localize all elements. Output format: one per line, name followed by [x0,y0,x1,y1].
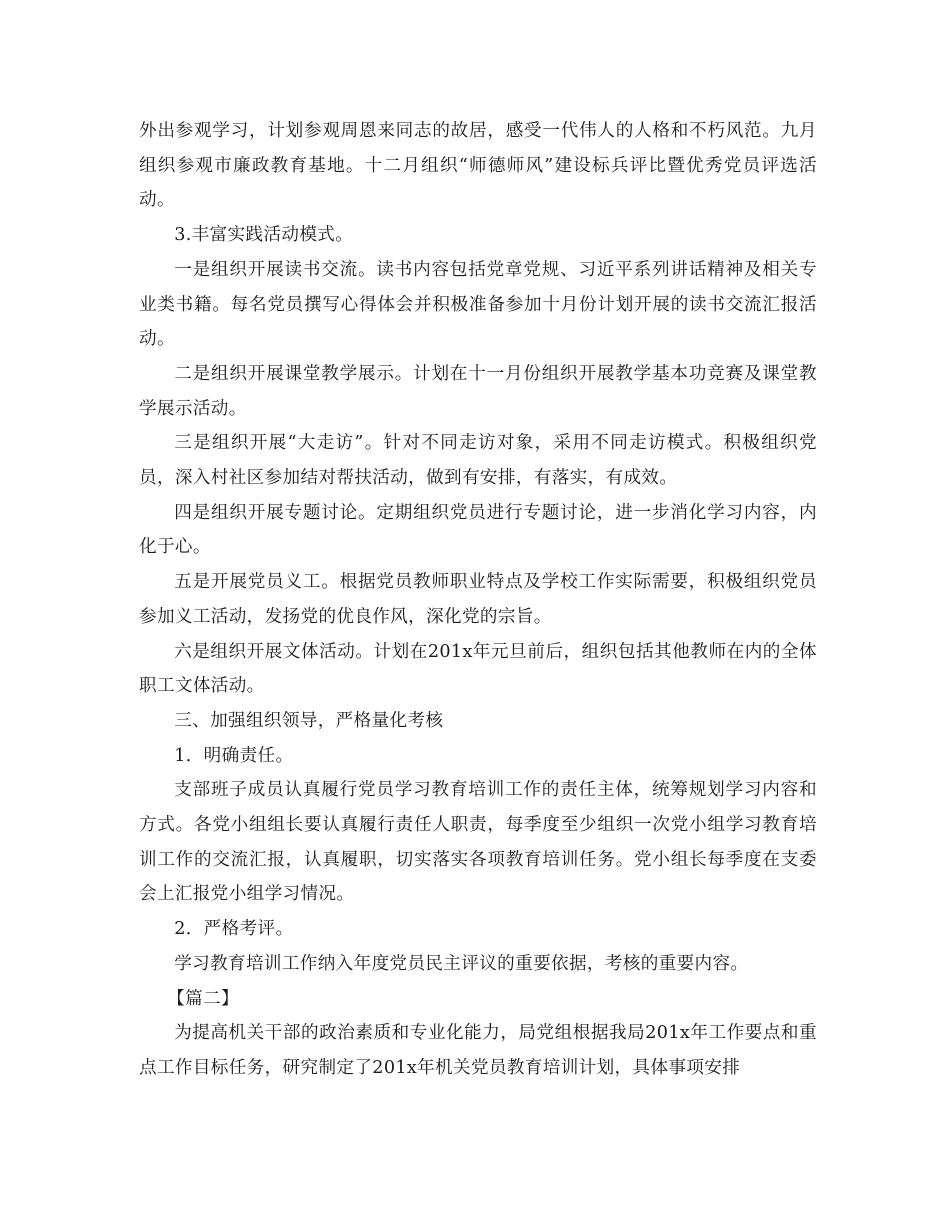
paragraph-cultural-activities: 六是组织开展文体活动。计划在201x年元旦前后，组织包括其他教师在内的全体职工文体活动。 [139,641,817,697]
paragraph-classroom-showcase: 二是组织开展课堂教学展示。计划在十一月份组织开展教学基本功竞赛及课堂教学展示活动。 [139,363,817,419]
paragraph-evaluation: 学习教育培训工作纳入年度党员民主评议的重要依据，考核的重要内容。 [174,953,749,974]
heading-part-two: 【篇二】 [167,988,239,1009]
paragraph-volunteer-work: 五是开展党员义工。根据党员教师职业特点及学校工作实际需要，积极组织党员参加义工活动，发扬党的优良作风，深化党的宗旨。 [139,572,817,627]
paragraph-reading-exchange: 一是组织开展读书交流。读书内容包括党章党规、习近平系列讲话精神及相关专业类书籍。每名党员撰写心得体会并积极准备参加十月份计划开展的读书交流汇报活动。 [139,259,817,350]
paragraph-topic-discussion: 四是组织开展专题讨论。定期组织党员进行专题讨论，进一步消化学习内容，内化于心。 [139,502,817,558]
paragraph-responsibility: 支部班子成员认真履行党员学习教育培训工作的责任主体，统筹规划学习内容和方式。各党小组组长要认真履行责任人职责，每季度至少组织一次党小组学习教育培训工作的交流汇报，认真履职，切实落实各项教育培训任务。党小组长每季度在支委会上汇报党小组学习情况。 [139,780,817,905]
heading-practice-modes: 3.丰富实践活动模式。 [174,225,354,246]
heading-strict-evaluation: 2．严格考评。 [174,919,294,940]
paragraph-part-two-intro: 为提高机关干部的政治素质和专业化能力，局党组根据我局201x年工作要点和重点工作目标任务，研究制定了201x年机关党员教育培训计划，具体事项安排 [139,1023,817,1078]
paragraph-big-visit: 三是组织开展“大走访”。针对不同走访对象，采用不同走访模式。积极组织党员，深入村社区参加结对帮扶活动，做到有安排，有落实，有成效。 [139,433,817,489]
paragraph-visit-plan: 外出参观学习，计划参观周恩来同志的故居，感受一代伟人的人格和不朽风范。九月组织参观市廉政教育基地。十二月组织“师德师风”建设标兵评比暨优秀党员评选活动。 [139,121,817,211]
heading-clarify-responsibility: 1．明确责任。 [174,745,294,766]
heading-section-three: 三、加强组织领导，严格量化考核 [174,710,444,731]
document-body [139,114,817,1086]
